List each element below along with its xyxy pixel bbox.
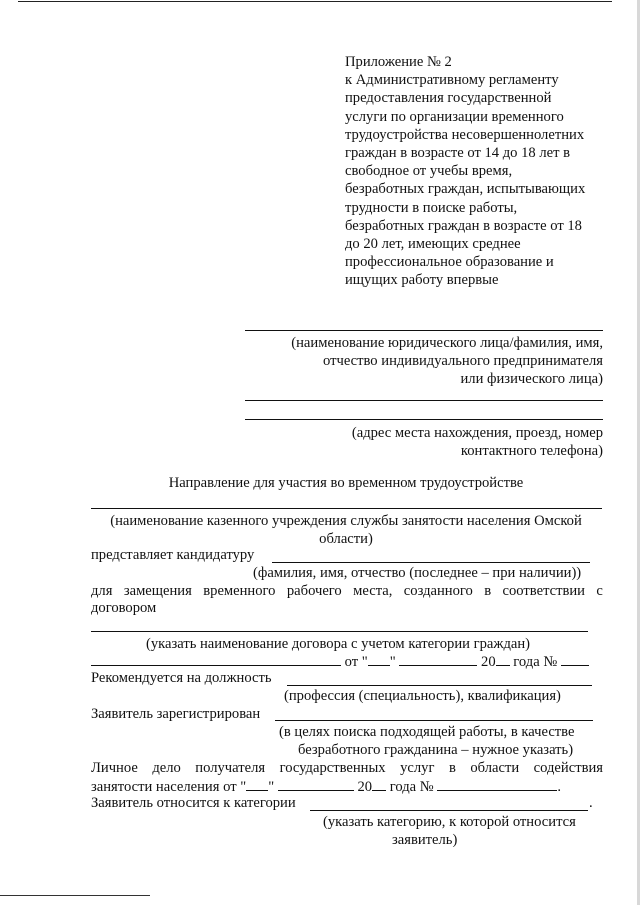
recipient-address-hint-1: (адрес места нахождения, проезд, номер — [351, 425, 603, 441]
header-line: услуги по организации временного — [345, 108, 564, 125]
contract-date-row — [91, 651, 603, 671]
category-field[interactable] — [310, 810, 588, 811]
header-line: безработных граждан в возрасте от 18 — [345, 217, 582, 234]
purpose-word: рабочего — [286, 583, 342, 599]
contract-month-field[interactable] — [399, 651, 477, 666]
file-word: государственных — [279, 760, 386, 776]
recipient-name-hint-3: или физического лица) — [460, 371, 603, 387]
position-hint: (профессия (специальность), квалификация) — [284, 688, 561, 704]
header-line: трудоустройства несовершеннолетних — [345, 126, 585, 143]
file-word: получателя — [195, 760, 266, 776]
file-word: дело — [152, 760, 181, 776]
file-word: содействия — [533, 760, 603, 776]
file-year-prefix: 20 — [357, 779, 373, 795]
file-line-2: занятости населения от " " 20 года № . — [91, 776, 603, 796]
file-number-field[interactable] — [437, 776, 557, 791]
recipient-name-hint-2: отчество индивидуального предпринимателя — [323, 353, 603, 369]
form-title: Направление для участия во временном трудоустройстве — [168, 475, 524, 491]
file-date-quote: " — [268, 779, 275, 795]
purpose-word: для — [91, 583, 113, 599]
contract-line[interactable] — [91, 631, 588, 632]
file-line-1 — [91, 759, 603, 777]
recipient-address-hint-2: контактного телефона) — [460, 443, 603, 459]
purpose-line-2: договором — [91, 600, 157, 616]
header-line: ищущих работу впервые — [345, 272, 499, 289]
purpose-word: временного — [203, 583, 276, 599]
purpose-word: замещения — [123, 583, 192, 599]
file-word: Личное — [91, 760, 138, 776]
contract-day-field[interactable] — [368, 651, 390, 666]
agency-line — [91, 508, 602, 509]
recipient-name-hint-1: (наименование юридического лица/фамилия, имя, — [291, 335, 603, 351]
header-line: к Административному регламенту — [345, 72, 559, 89]
header-line: до 20 лет, имеющих среднее — [345, 236, 521, 253]
year-prefix: 20 — [481, 654, 496, 670]
candidate-label: представляет кандидатуру — [91, 547, 255, 563]
category-hint-1: (указать категорию, к которой относится — [323, 814, 576, 830]
file-number-label: года № — [389, 779, 434, 795]
contract-year-field[interactable] — [496, 651, 510, 666]
file-year-field[interactable] — [372, 776, 386, 791]
registered-field[interactable] — [275, 720, 593, 721]
category-hint-2: заявитель) — [392, 832, 458, 848]
candidate-field[interactable] — [272, 562, 590, 563]
header-line: безработных граждан, испытывающих — [345, 181, 586, 198]
recipient-address-line-2 — [245, 419, 603, 420]
agency-hint-2: области) — [319, 531, 373, 547]
file-word: в — [448, 760, 456, 776]
file-month-field[interactable] — [278, 776, 354, 791]
header-line: свободное от учебы время, — [345, 163, 513, 180]
agency-hint-1: (наименование казенного учреждения службы занятости населения Омской — [110, 513, 582, 529]
footnote-separator — [0, 895, 150, 896]
registered-hint-1: (в целях поиска подходящей работы, в качестве — [279, 724, 575, 740]
contract-hint: (указать наименование договора с учетом категории граждан) — [145, 636, 531, 652]
purpose-word: места, — [353, 583, 393, 599]
header-line: профессиональное образование и — [345, 254, 554, 271]
candidate-hint: (фамилия, имя, отчество (последнее – при наличии)) — [253, 565, 582, 581]
contract-number-field[interactable] — [561, 651, 589, 666]
contract-name-field[interactable] — [91, 651, 341, 666]
appendix-header — [345, 53, 615, 290]
header-line: граждан в возрасте от 14 до 18 лет в — [345, 145, 571, 162]
date-quote: " — [389, 654, 396, 670]
recipient-address-line-1 — [245, 400, 603, 401]
header-line: предоставления государственной — [345, 90, 552, 107]
header-line: Приложение № 2 — [345, 54, 452, 70]
recipient-name-line — [245, 330, 603, 331]
file-date-from-label: занятости населения от " — [91, 779, 247, 795]
year-number-label: года № — [513, 654, 558, 670]
date-from-label: от " — [344, 654, 368, 670]
top-border-line — [18, 1, 612, 2]
purpose-word: соответствии — [502, 583, 585, 599]
registered-hint-2: безработного гражданина – нужное указать) — [298, 742, 574, 758]
purpose-word: в — [484, 583, 492, 599]
registered-label: Заявитель зарегистрирован — [91, 706, 261, 722]
file-day-field[interactable] — [246, 776, 268, 791]
purpose-word: созданного — [403, 583, 473, 599]
category-period: . — [589, 795, 593, 811]
position-label: Рекомендуется на должность — [91, 670, 272, 686]
file-word: услуг — [400, 760, 435, 776]
position-field[interactable] — [287, 685, 592, 686]
header-line: трудности в поиске работы, — [345, 199, 518, 216]
category-label: Заявитель относится к категории — [91, 795, 296, 811]
purpose-word: с — [596, 583, 603, 599]
purpose-line-1 — [91, 582, 603, 600]
file-word: области — [470, 760, 520, 776]
